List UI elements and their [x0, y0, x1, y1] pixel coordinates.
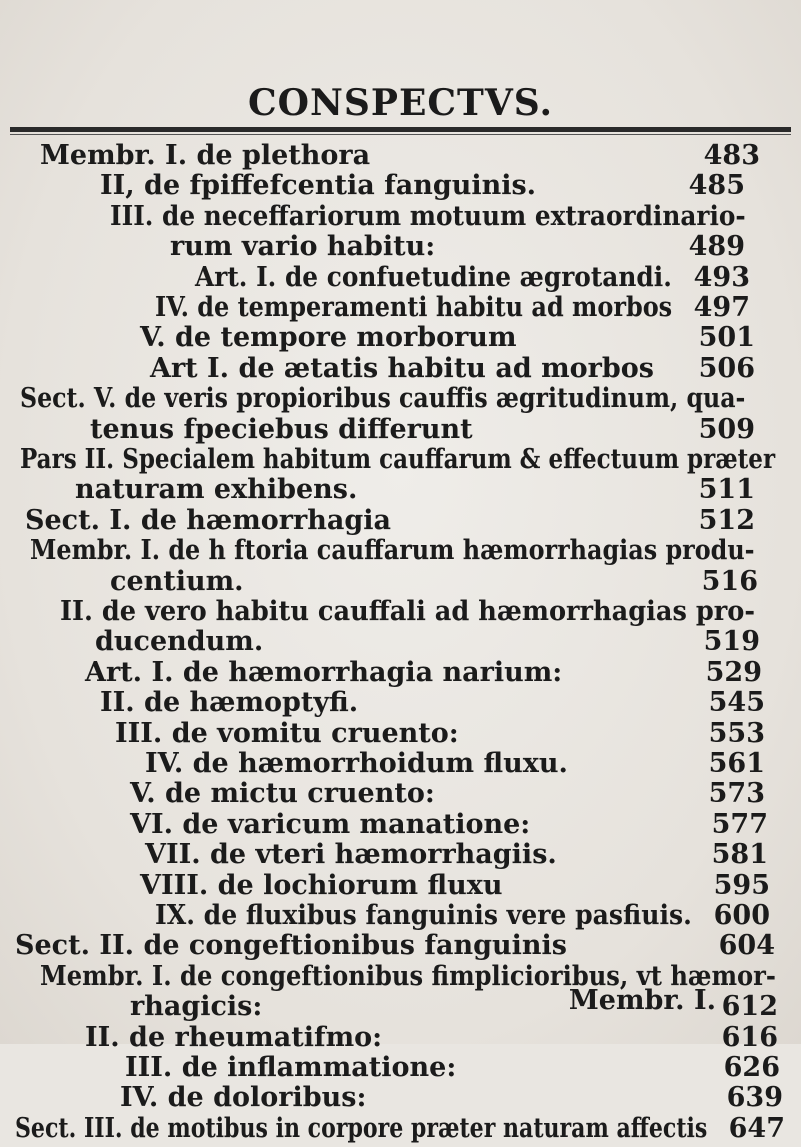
toc-entry-page: 600	[713, 900, 770, 931]
toc-entry-page: 616	[721, 1021, 778, 1053]
toc-entry-text: ducendum.	[95, 626, 264, 658]
toc-entry-text: II. de hæmoptyfi.	[100, 687, 359, 719]
toc-entry	[20, 383, 745, 417]
toc-entry	[145, 748, 765, 782]
toc-entry-text: centium.	[110, 565, 244, 597]
toc-entry	[155, 292, 750, 326]
toc-entry-page: 612	[721, 991, 778, 1023]
toc-entry	[120, 1082, 783, 1116]
toc-entry	[15, 1113, 785, 1147]
toc-entry-text: Sect. III. de motibus in corpore præter naturam affectis	[15, 1112, 708, 1144]
toc-entry-text: IV. de doloribus:	[120, 1082, 367, 1114]
toc-entry-text: Membr. I. de h ftoria cauffarum hæmorrhagias produ-	[30, 535, 755, 567]
toc-entry	[115, 718, 765, 752]
toc-entry-page: 516	[701, 565, 758, 597]
toc-entry-text: Sect. V. de veris propioribus cauffis ægritudinum, qua-	[20, 383, 746, 415]
toc-entry-text: III. de neceffariorum motuum extraordinario-	[110, 200, 746, 232]
toc-entry	[40, 140, 760, 174]
catchword: Membr. I.	[568, 985, 716, 1016]
toc-entry	[140, 870, 770, 904]
toc-entry-text: rhagicis:	[130, 991, 263, 1023]
header-rule-thin	[10, 134, 791, 135]
toc-entry	[75, 474, 755, 508]
toc-entry-text: V. de mictu cruento:	[130, 778, 435, 810]
toc-entry-page: 501	[698, 322, 755, 354]
toc-entry-text: VIII. de lochiorum fluxu	[140, 869, 503, 901]
toc-entry	[60, 596, 755, 630]
toc-entry-text: naturam exhibens.	[75, 474, 358, 506]
toc-entry-page: 639	[726, 1082, 783, 1114]
toc-entry	[145, 839, 768, 873]
toc-entry-page: 509	[698, 413, 755, 445]
toc-entry-page: 529	[705, 656, 762, 688]
toc-entry-page: 483	[703, 140, 760, 171]
toc-entry-text: II, de fpiffefcentia fanguinis.	[100, 170, 537, 202]
toc-entry-page: 553	[708, 717, 765, 749]
toc-entry	[195, 262, 750, 296]
toc-entry-text: Sect. II. de congeftionibus fanguinis	[15, 930, 567, 962]
toc-entry-text: tenus fpeciebus differunt	[90, 413, 473, 445]
toc-entry-text: VI. de varicum manatione:	[130, 808, 531, 840]
toc-entry-text: Sect. I. de hæmorrhagia	[25, 504, 392, 536]
toc-entry	[85, 1022, 778, 1056]
toc-entry	[100, 687, 765, 721]
toc-entry	[110, 566, 758, 600]
page-title: CONSPECTVS.	[247, 82, 554, 124]
toc-entry	[155, 900, 770, 934]
toc-entry-page: 604	[718, 930, 775, 962]
toc-entry-text: III. de inflammatione:	[125, 1052, 457, 1083]
toc-entry	[100, 170, 745, 204]
toc-entry	[15, 930, 775, 964]
toc-entry-text: VII. de vteri hæmorrhagiis.	[145, 839, 557, 871]
toc-entry	[85, 657, 762, 691]
toc-entry-page: 595	[713, 869, 770, 901]
toc-entry-page: 511	[698, 474, 755, 506]
toc-entry	[30, 535, 755, 569]
toc-entry-text: II. de vero habitu cauffali ad hæmorrhagias pro-	[60, 596, 756, 627]
toc-entry-page: 519	[703, 626, 760, 658]
toc-entry-page: 485	[688, 170, 745, 202]
toc-entry-page: 626	[723, 1052, 780, 1083]
toc-entry	[95, 626, 760, 660]
toc-entry	[25, 505, 755, 539]
toc-entry-page: 545	[708, 687, 765, 719]
toc-entry-page: 497	[693, 292, 750, 323]
toc-entry-text: Membr. I. de congeftionibus fimplicioribus, vt hæmor-	[40, 960, 776, 992]
header-rule	[10, 127, 791, 132]
toc-entry	[90, 414, 755, 448]
toc-entry-text: Art. I. de confuetudine ægrotandi.	[195, 261, 672, 293]
toc-entry	[130, 809, 768, 843]
toc-entry-page: 647	[728, 1112, 785, 1144]
toc-entry-text: Membr. I. de plethora	[40, 140, 371, 171]
toc-entry-page: 573	[708, 778, 765, 810]
toc-entry	[170, 231, 745, 265]
toc-entry-page: 577	[711, 808, 768, 840]
toc-entry-text: IV. de hæmorrhoidum fluxu.	[145, 748, 568, 779]
toc-entry-page: 506	[698, 352, 755, 384]
toc-entry-text: IV. de temperamenti habitu ad morbos	[155, 292, 673, 323]
toc-entry-text: III. de vomitu cruento:	[115, 717, 459, 749]
toc-entry	[110, 201, 745, 235]
toc-entry	[125, 1052, 780, 1086]
toc-entry-text: IX. de fluxibus fanguinis vere pasfiuis.	[155, 900, 692, 931]
toc-entry-page: 581	[711, 839, 768, 871]
toc-entry	[140, 322, 755, 356]
toc-entry	[130, 778, 765, 812]
toc-entry-text: Art I. de ætatis habitu ad morbos	[150, 352, 654, 384]
toc-entry-text: II. de rheumatifmo:	[85, 1021, 383, 1053]
toc-entry-page: 512	[698, 504, 755, 536]
toc-entry-text: V. de tempore morborum	[140, 322, 517, 354]
toc-entry-text: Pars II. Specialem habitum cauffarum & effectuum præter	[20, 444, 776, 475]
toc-entry-text: Art. I. de hæmorrhagia narium:	[85, 656, 563, 688]
toc-entry-page: 561	[708, 748, 765, 779]
toc-entry	[150, 353, 755, 387]
toc-entry-page: 493	[693, 261, 750, 293]
toc-entry	[20, 444, 775, 478]
toc-entry-text: rum vario habitu:	[170, 231, 436, 263]
toc-entry-page: 489	[688, 231, 745, 263]
